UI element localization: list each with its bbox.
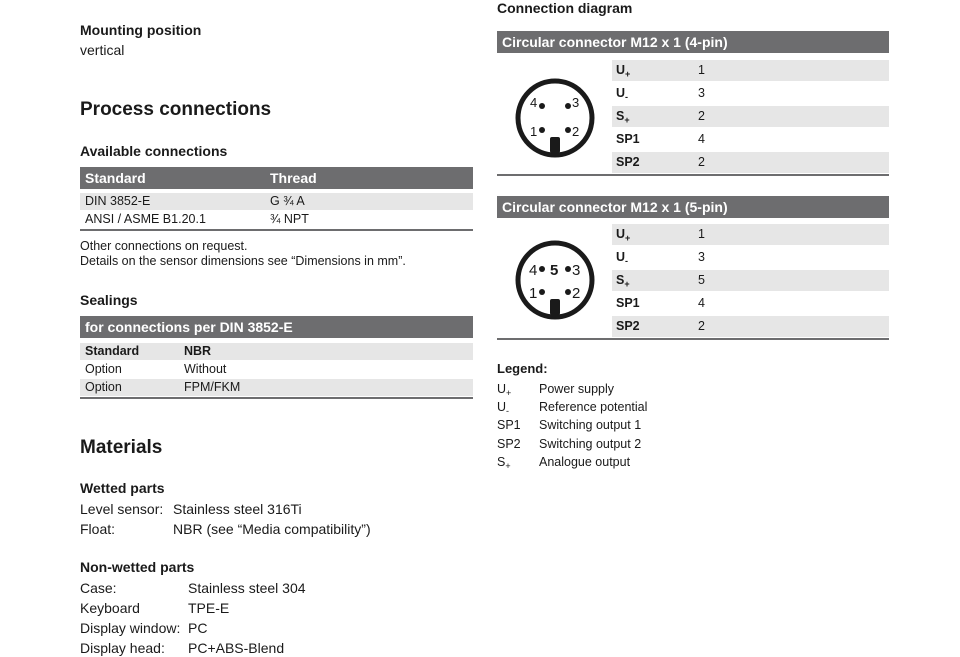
connector-5pin-title-bar	[497, 196, 889, 218]
table-row	[80, 361, 473, 378]
pin-label: 4	[529, 262, 538, 279]
pin-number: 4	[698, 296, 705, 310]
pin-row	[612, 270, 889, 291]
pin-row	[612, 129, 889, 150]
pin-number: 3	[698, 86, 705, 100]
signal-name: SP2	[616, 319, 640, 333]
legend-description: Reference potential	[539, 400, 648, 414]
signal-name: SP2	[616, 155, 640, 169]
legend-description: Switching output 2	[539, 437, 642, 451]
signal-name: $S_+$	[616, 273, 630, 289]
table-cell: NBR	[184, 344, 212, 358]
table-cell: Option	[85, 380, 122, 394]
process-connections-heading: Process connections	[80, 99, 272, 120]
pin-row	[612, 106, 889, 127]
table-bottom-rule	[497, 174, 889, 176]
material-value: PC+ABS-Blend	[188, 640, 285, 656]
connector-4pin-title-bar	[497, 31, 889, 53]
table-bottom-rule	[80, 397, 473, 399]
pin-label: 1	[529, 285, 538, 302]
sealings-table-header	[80, 316, 473, 338]
material-label: Display window:	[80, 620, 181, 636]
table-cell: DIN 3852-E	[85, 194, 151, 208]
pin-label: 3	[572, 262, 581, 279]
table-row	[80, 193, 473, 210]
mounting-heading: Mounting position	[80, 22, 202, 38]
signal-name: $S_+$	[616, 109, 630, 125]
pin-number: 1	[698, 63, 705, 77]
pin-label: 3	[572, 95, 580, 110]
table-row	[80, 211, 473, 228]
material-value: Stainless steel 304	[188, 580, 306, 596]
pin-label: 2	[572, 124, 580, 139]
material-label: Display head:	[80, 640, 165, 656]
legend-symbol: $U_-$	[497, 400, 510, 416]
signal-name: SP1	[616, 132, 640, 146]
table-cell: ¾ NPT	[270, 212, 309, 226]
pin-label: 1	[530, 124, 538, 139]
signal-name: $U_-$	[616, 250, 629, 266]
table-bottom-rule	[80, 229, 473, 231]
pin-label: 5	[550, 262, 559, 279]
legend-symbol: $U_+$	[497, 382, 512, 398]
pin-row	[612, 293, 889, 314]
connector-5pin-title: Circular connector M12 x 1 (5-pin)	[502, 199, 728, 215]
connector-4pin-title: Circular connector M12 x 1 (4-pin)	[502, 34, 728, 50]
legend-heading: Legend:	[497, 361, 548, 376]
wetted-parts-heading: Wetted parts	[80, 480, 165, 496]
pin-row	[612, 247, 889, 268]
pin-label: 2	[572, 285, 581, 302]
material-value: Stainless steel 316Ti	[173, 501, 302, 517]
table-cell: Without	[184, 362, 227, 376]
legend-symbol: $S_+$	[497, 455, 511, 471]
table-cell: Standard	[85, 344, 140, 358]
legend-description: Power supply	[539, 382, 615, 396]
sealings-heading: Sealings	[80, 292, 138, 308]
pin-row	[612, 224, 889, 245]
pin-number: 2	[698, 155, 705, 169]
table-cell: G ¾ A	[270, 194, 305, 208]
pin-row	[612, 83, 889, 104]
legend-description: Switching output 1	[539, 418, 642, 432]
pin-row	[612, 316, 889, 337]
table-cell: Option	[85, 362, 122, 376]
pin-number: 3	[698, 250, 705, 264]
table-bottom-rule	[497, 338, 889, 340]
m12-4pin-connector-icon	[512, 75, 602, 165]
material-label: Level sensor:	[80, 501, 164, 517]
table-row	[80, 379, 473, 396]
mounting-value: vertical	[80, 42, 125, 58]
pin-number: 2	[698, 109, 705, 123]
material-value: TPE-E	[188, 600, 230, 616]
legend-symbol: SP2	[497, 437, 521, 451]
legend-description: Analogue output	[539, 455, 631, 469]
material-value: PC	[188, 620, 208, 636]
pin-number: 4	[698, 132, 705, 146]
column-header-thread: Thread	[270, 170, 317, 186]
available-connections-heading: Available connections	[80, 143, 228, 159]
material-label: Float:	[80, 521, 116, 537]
pin-label: 4	[530, 95, 538, 110]
legend-symbol: SP1	[497, 418, 521, 432]
pin-number: 5	[698, 273, 705, 287]
signal-name: $U_-$	[616, 86, 629, 102]
table-cell: FPM/FKM	[184, 380, 241, 394]
dimensions-note: Details on the sensor dimensions see “Dimensions in mm”.	[80, 254, 406, 268]
pin-number: 1	[698, 227, 705, 241]
signal-name: $U_+$	[616, 227, 631, 243]
table-cell: ANSI / ASME B1.20.1	[85, 212, 206, 226]
materials-heading: Materials	[80, 437, 163, 458]
table-row	[80, 343, 473, 360]
pin-row	[612, 152, 889, 173]
sealings-bar-label: for connections per DIN 3852-E	[85, 319, 293, 335]
non-wetted-parts-heading: Non-wetted parts	[80, 559, 195, 575]
connections-note: Other connections on request.	[80, 239, 248, 253]
pin-number: 2	[698, 319, 705, 333]
pin-row	[612, 60, 889, 81]
material-value: NBR (see “Media compatibility”)	[173, 521, 371, 537]
connections-table-header	[80, 167, 473, 189]
signal-name: SP1	[616, 296, 640, 310]
material-label: Keyboard	[80, 600, 140, 616]
column-header-standard: Standard	[85, 170, 146, 186]
m12-5pin-connector-icon	[512, 237, 602, 327]
material-label: Case:	[80, 580, 117, 596]
signal-name: $U_+$	[616, 63, 631, 79]
connection-diagram-heading: Connection diagram	[497, 0, 633, 16]
